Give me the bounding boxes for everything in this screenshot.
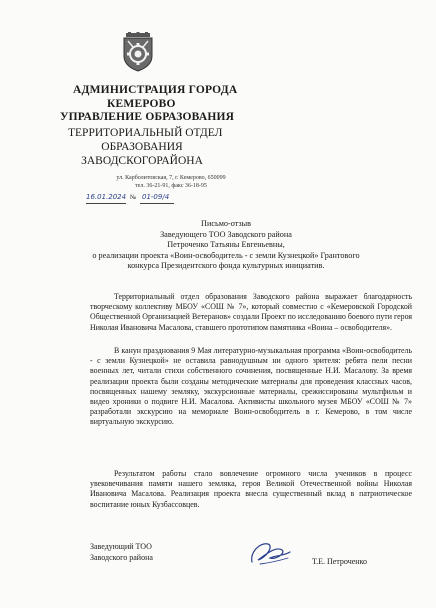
- document-type: Письмо-отзыв: [201, 219, 251, 228]
- department-line3: ЗАВОДСКОГОРАЙОНА: [81, 155, 203, 167]
- registration-number: 01-09/4: [142, 193, 170, 201]
- number-underline: [140, 203, 174, 204]
- department-name: [68, 126, 223, 168]
- department-line1: ТЕРРИТОРИАЛЬНЫЙ ОТДЕЛ: [68, 127, 223, 139]
- body-paragraph-2: [90, 346, 412, 428]
- body-paragraph-3: [90, 469, 412, 510]
- addressee-line2: Петроченко Татьяны Евгеньевны,: [167, 240, 285, 249]
- city-crest-icon: [120, 32, 156, 72]
- admin-title-line2: КЕМЕРОВО: [107, 98, 176, 110]
- department-address: [100, 174, 242, 190]
- body-paragraph-1: [90, 292, 412, 333]
- paragraph-text: В канун празднования 9 Мая литературно-музыкальная программа «Воин-освободитель - с земли Кузнецкой» не оставила равнодушным ни одного зрителя: ребята пели песни военных лет, читали стихи собственного сочинения, посвященные Н.И. Масалову. За время реализации проекта были созданы методические материалы для проведения классных часов, посвященных нашему земляку, экскурсионные материалы, срежиссированы мультфильм и видео хроники о подвиге Н.И. Масалова. Активисты школьного музея МБОУ «СОШ № 7» разработали экскурсию на мемориале Воин-освободитель в г. Кемерово, в том числе виртуальную экскурсию.: [90, 346, 412, 427]
- signer-position-line1: Заведующий ТОО: [90, 542, 152, 551]
- date-underline: [86, 203, 126, 204]
- paragraph-text: Территориальный отдел образования Заводского района выражает благодарность творческому коллективу МБОУ «СОШ № 7», который совместно с «Кемеровской Городской Общественной Организацией Ветеранов» создали Проект по исследованию боевого пути героя Николая Ивановича Масалова, ставшего прототипом памятника «Воина – освободителя».: [90, 292, 412, 332]
- admin-title-line1: АДМИНИСТРАЦИЯ ГОРОДА: [73, 84, 238, 96]
- subject-line2: конкурса Президентского фонда культурных инициатив.: [127, 261, 325, 270]
- handwritten-signature-icon: [246, 538, 294, 568]
- address-line1: ул. Карболитовская, 7, г. Кемерово, 650099: [116, 175, 226, 181]
- letter-heading: [40, 219, 412, 272]
- subject-line1: о реализации проекта «Воин-освободитель - с земли Кузнецкой» Грантового: [92, 250, 360, 260]
- signer-name: Т.Е. Петроченко: [312, 557, 368, 566]
- address-line2: тел. 36-21-91, факс 36-18-95: [135, 183, 207, 189]
- addressee-line1: Заведующего ТОО Заводского района: [160, 229, 292, 239]
- signer-position: [90, 542, 153, 563]
- department-line2: ОБРАЗОВАНИЯ: [101, 141, 183, 153]
- paragraph-text: Результатом работы стало вовлечение огромного числа учеников в процесс увековечивания памяти нашего земляка, героя Великой Отечественной войны Николая Ивановича Масалова. Реализация проекта внесла существенный вклад в патриотическое воспитание юных Кузбассовцев.: [90, 469, 412, 509]
- registration-number-label: №: [130, 194, 137, 201]
- admin-title-line3: УПРАВЛЕНИЕ ОБРАЗОВАНИЯ: [60, 111, 235, 123]
- registration-line: [86, 193, 246, 205]
- signer-position-line2: Заводского района: [90, 552, 153, 562]
- registration-date: 16.01.2024: [86, 193, 127, 201]
